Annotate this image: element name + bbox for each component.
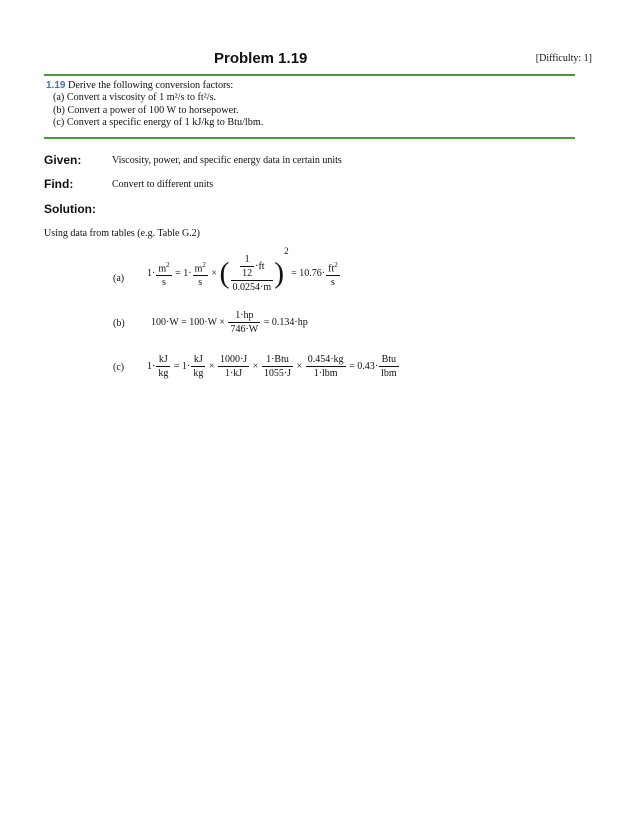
unit: s <box>156 275 171 288</box>
times: × <box>208 360 215 372</box>
solution-intro: Using data from tables (e.g. Table G.2) <box>44 228 201 239</box>
term: 100·W <box>189 316 217 328</box>
fraction <box>156 260 171 288</box>
find-label: Find: <box>44 177 74 191</box>
problem-part-b <box>53 105 239 116</box>
coef: 1· <box>181 360 191 372</box>
given-text: Viscosity, power, and specific energy data in certain units <box>112 155 342 166</box>
problem-part-c <box>53 117 263 128</box>
eq-a-label: (a) <box>113 273 125 284</box>
fraction <box>228 310 260 335</box>
times: × <box>296 360 303 372</box>
unit: s <box>193 275 208 288</box>
result: 10.76· <box>299 268 326 279</box>
numerator: 1·Btu <box>266 354 289 365</box>
part-text: Convert a specific energy of 1 kJ/kg to Btu/lbm. <box>66 117 264 128</box>
close-paren: ) <box>274 256 285 290</box>
open-paren: ( <box>219 256 230 290</box>
numerator: 0.454·kg <box>307 354 344 365</box>
fraction <box>326 260 340 288</box>
denominator: 1·kJ <box>218 366 249 379</box>
unit: s <box>326 275 340 288</box>
equals: = <box>349 360 355 372</box>
top-divider <box>44 74 575 76</box>
fraction <box>306 354 346 379</box>
denominator: 1·lbm <box>306 366 346 379</box>
times: × <box>219 316 225 328</box>
times: × <box>252 360 259 372</box>
denominator: 746·W <box>230 324 259 335</box>
fraction <box>191 354 205 379</box>
problem-part-a <box>53 92 216 103</box>
part-label: (b) <box>53 105 65 116</box>
equals: = <box>175 268 181 279</box>
eq-c-label: (c) <box>113 362 125 373</box>
unit: ·ft <box>255 261 265 272</box>
denominator: kg <box>193 368 204 379</box>
equation-c <box>147 354 400 379</box>
fraction <box>218 354 249 379</box>
fraction <box>156 354 170 379</box>
problem-number: 1.19 <box>46 80 66 91</box>
denominator: kg <box>158 368 169 379</box>
result: 0.43· <box>357 360 379 372</box>
denominator: 0.0254·m <box>232 282 272 294</box>
part-text: Convert a power of 100 W to horsepower. <box>67 105 239 116</box>
numerator: kJ <box>158 354 168 365</box>
coef: 1· <box>183 268 192 279</box>
denominator: 1055·J <box>263 368 292 379</box>
denominator: 12 <box>242 268 253 280</box>
equals: = <box>173 360 180 372</box>
equation-a <box>147 246 341 293</box>
denominator: lbm <box>381 368 397 379</box>
fraction <box>231 254 274 293</box>
numerator: kJ <box>193 354 203 365</box>
fraction <box>193 260 208 288</box>
result: = 0.134·hp <box>263 316 308 328</box>
part-label: (c) <box>53 117 65 128</box>
problem-statement <box>46 80 233 91</box>
given-label: Given: <box>44 153 82 167</box>
fraction <box>240 254 254 279</box>
coef: 1· <box>147 360 156 372</box>
numerator: 1·hp <box>235 310 254 321</box>
problem-intro: Derive the following conversion factors: <box>68 80 234 91</box>
part-text: Convert a viscosity of 1 m²/s to ft²/s. <box>66 92 217 103</box>
equals: = <box>181 316 187 328</box>
exponent: 2 <box>334 260 338 269</box>
equals: = <box>291 268 297 279</box>
exponent: 2 <box>166 260 170 269</box>
page-title: Problem 1.19 <box>214 50 308 67</box>
bottom-divider <box>44 137 575 139</box>
numerator: Btu <box>381 354 397 365</box>
part-label: (a) <box>53 92 65 103</box>
equation-b <box>151 310 308 335</box>
fraction <box>262 354 293 379</box>
difficulty-label: [Difficulty: 1] <box>535 53 592 64</box>
times: × <box>211 268 218 279</box>
solution-label: Solution: <box>44 202 96 216</box>
unit: ft <box>328 262 335 274</box>
exponent: 2 <box>202 260 206 269</box>
lhs: 100·W <box>151 316 179 328</box>
numerator: 1000·J <box>219 354 248 365</box>
eq-b-label: (b) <box>113 318 125 329</box>
unit: m <box>194 262 203 274</box>
unit: m <box>158 262 167 274</box>
fraction <box>379 354 399 379</box>
exponent: 2 <box>284 246 289 256</box>
find-text: Convert to different units <box>112 179 214 190</box>
coef: 1· <box>147 268 156 279</box>
numerator: 1 <box>244 254 250 266</box>
